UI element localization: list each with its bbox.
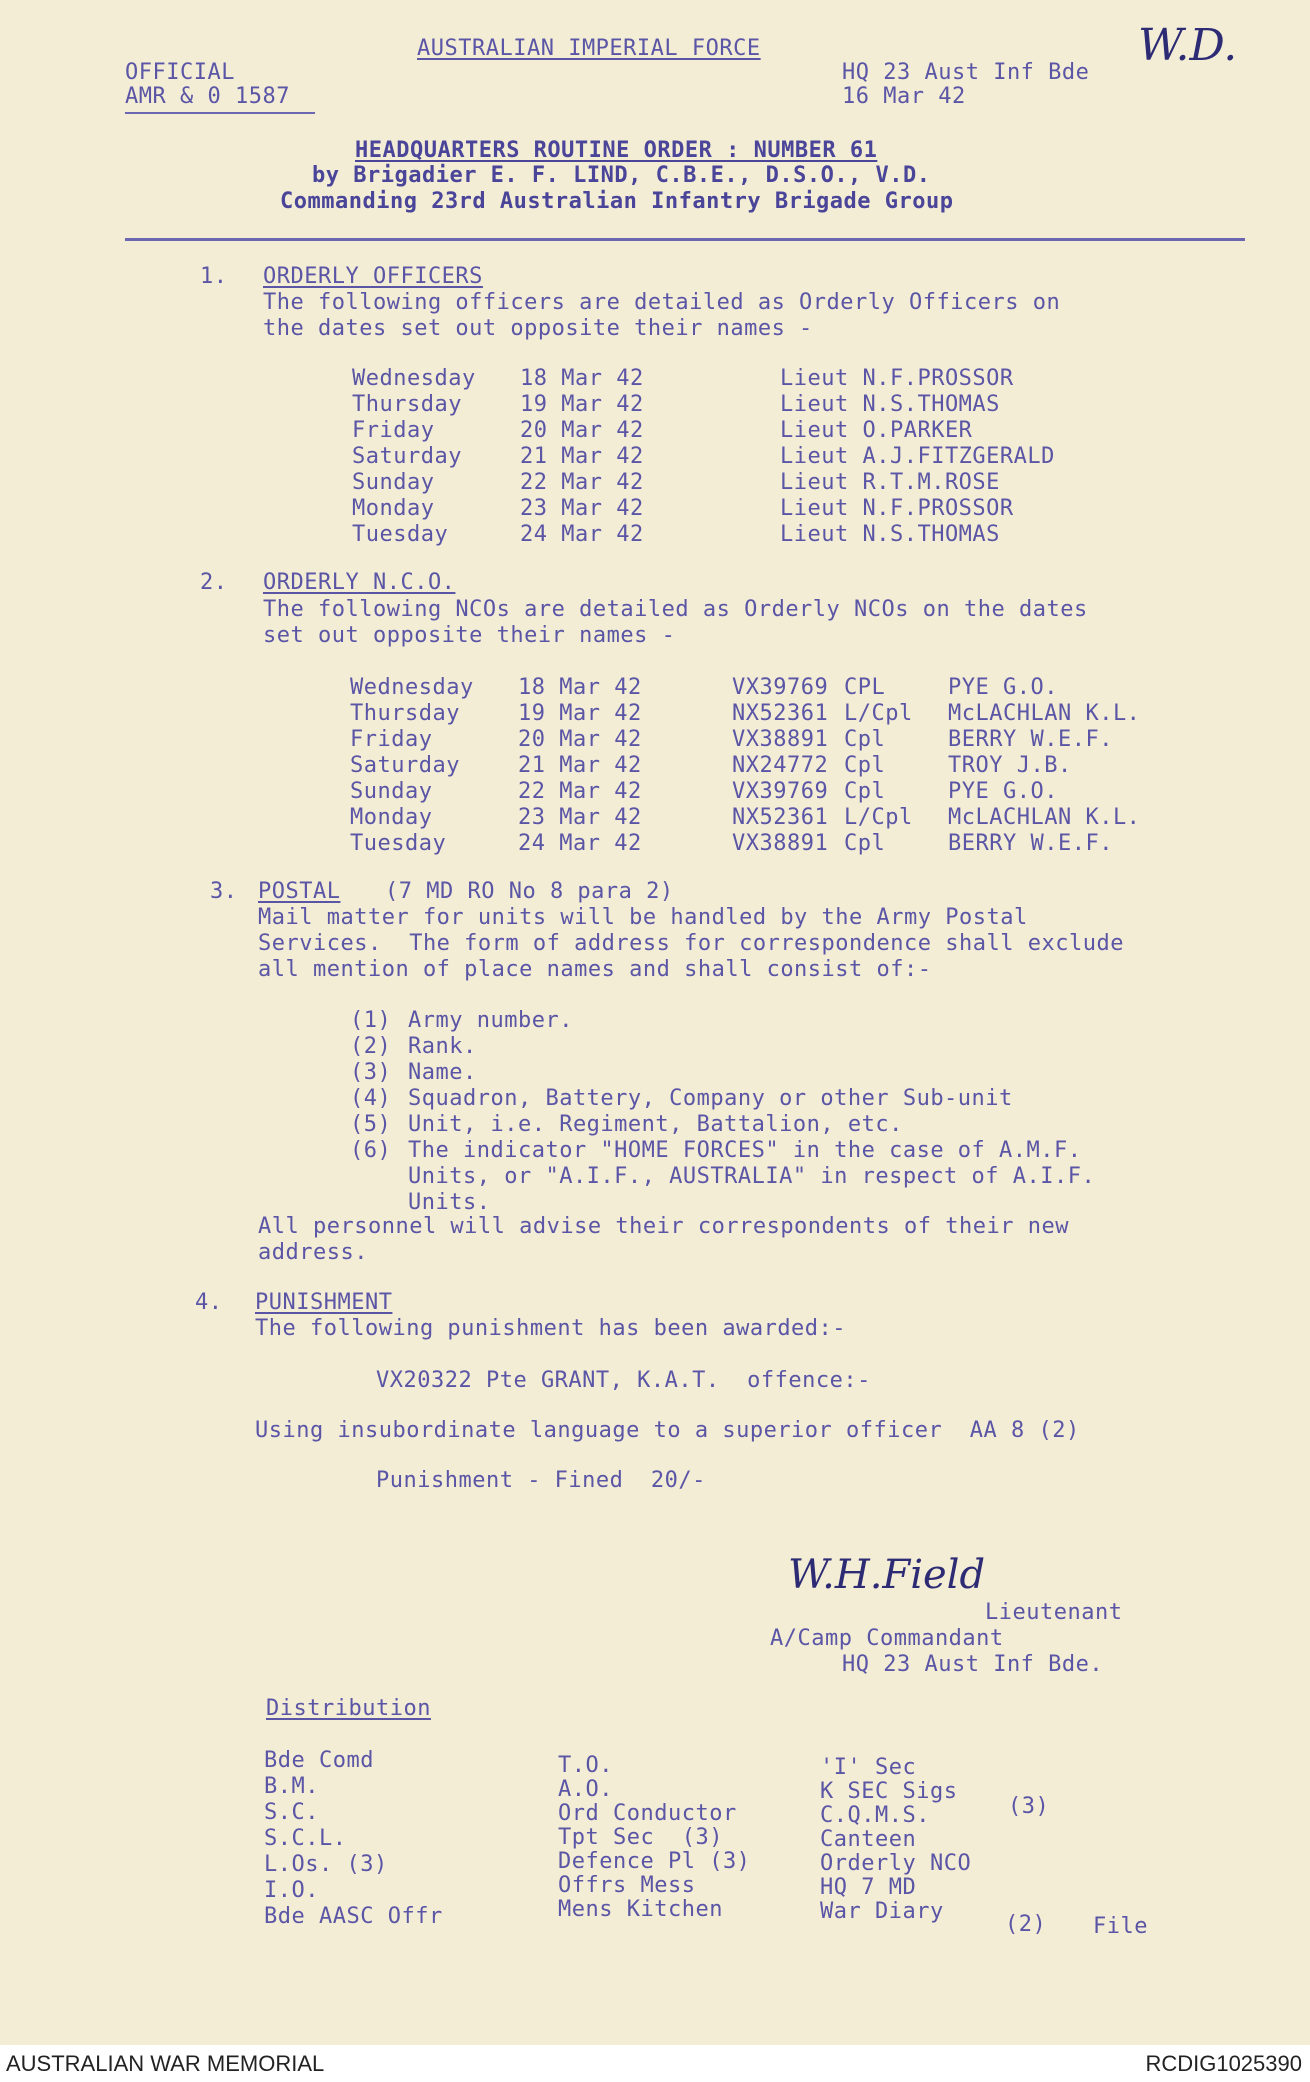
section2-intro-line2: set out opposite their names -: [263, 623, 676, 648]
section1-intro-line1: The following officers are detailed as Orderly Officers on: [263, 290, 1061, 315]
file-label: File: [1093, 1914, 1148, 1939]
list-item-number: (4): [350, 1086, 392, 1111]
row-date: 23 Mar 42: [518, 805, 642, 830]
row-date: 19 Mar 42: [520, 392, 644, 417]
section3-heading: POSTAL: [258, 879, 341, 904]
distribution-column-3: [820, 1756, 971, 1924]
list-item: Canteen: [820, 1827, 917, 1852]
order-subtitle-command: Commanding 23rd Australian Infantry Brigade Group: [280, 189, 954, 214]
row-day: Sunday: [350, 779, 433, 804]
row-date: 22 Mar 42: [518, 779, 642, 804]
row-date: 24 Mar 42: [520, 522, 644, 547]
list-item-text: Name.: [408, 1060, 477, 1085]
row-day: Tuesday: [352, 522, 449, 547]
row-date: 21 Mar 42: [520, 444, 644, 469]
signature-scrawl: W.H.Field: [788, 1552, 986, 1598]
row-day: Thursday: [350, 701, 460, 726]
reference-number: AMR & 0 1587: [125, 84, 290, 109]
row-rank: Cpl: [844, 779, 886, 804]
distribution-column-1: [264, 1748, 443, 1930]
row-officer: Lieut N.S.THOMAS: [780, 392, 1000, 417]
row-day: Tuesday: [350, 831, 447, 856]
row-rank: CPL: [844, 675, 886, 700]
section4-heading: PUNISHMENT: [255, 1290, 393, 1315]
list-item-number: (6): [350, 1138, 392, 1163]
row-officer: Lieut N.F.PROSSOR: [780, 496, 1014, 521]
archive-footer: [0, 2045, 1310, 2082]
row-army-number: VX39769: [732, 675, 829, 700]
list-item: HQ 7 MD: [820, 1875, 917, 1900]
reference-underline: [125, 112, 315, 114]
list-item: C.Q.M.S.: [820, 1803, 930, 1828]
row-army-number: NX52361: [732, 701, 829, 726]
row-army-number: VX38891: [732, 831, 829, 856]
section4-number: 4.: [195, 1290, 223, 1315]
section3-reference: (7 MD RO No 8 para 2): [385, 879, 674, 904]
row-day: Wednesday: [350, 675, 474, 700]
war-diary-count: (2): [1005, 1912, 1047, 1937]
row-army-number: NX24772: [732, 753, 829, 778]
list-item-text: Rank.: [408, 1034, 477, 1059]
sigs-count: (3): [1008, 1794, 1050, 1819]
row-day: Friday: [350, 727, 433, 752]
classification-label: OFFICIAL: [125, 60, 235, 85]
list-item: I.O.: [264, 1878, 319, 1903]
row-officer: Lieut R.T.M.ROSE: [780, 470, 1000, 495]
row-nco-name: PYE G.O.: [948, 779, 1058, 804]
section3-para-line2: Services. The form of address for correspondence shall exclude: [258, 931, 1124, 956]
punished-soldier: VX20322 Pte GRANT, K.A.T. offence:-: [376, 1368, 871, 1393]
row-date: 22 Mar 42: [520, 470, 644, 495]
row-army-number: VX38891: [732, 727, 829, 752]
list-item-text: Units.: [408, 1190, 491, 1215]
list-item: S.C.L.: [264, 1826, 347, 1851]
section1-number: 1.: [200, 264, 228, 289]
section4-intro: The following punishment has been awarded:-: [255, 1316, 847, 1341]
section1-heading: ORDERLY OFFICERS: [263, 264, 483, 289]
row-nco-name: BERRY W.E.F.: [948, 831, 1113, 856]
row-nco-name: McLACHLAN K.L.: [948, 805, 1141, 830]
list-item-number: (1): [350, 1008, 392, 1033]
section3-closing-line2: address.: [258, 1240, 368, 1265]
list-item: Ord Conductor: [558, 1801, 737, 1826]
section3-number: 3.: [210, 879, 238, 904]
row-date: 18 Mar 42: [518, 675, 642, 700]
order-subtitle-author: by Brigadier E. F. LIND, C.B.E., D.S.O., V.D.: [312, 163, 931, 188]
signatory-role: A/Camp Commandant: [770, 1626, 1004, 1651]
list-item: A.O.: [558, 1777, 613, 1802]
row-day: Saturday: [350, 753, 460, 778]
row-officer: Lieut N.F.PROSSOR: [780, 366, 1014, 391]
row-rank: Cpl: [844, 727, 886, 752]
list-item-text: Units, or "A.I.F., AUSTRALIA" in respect of A.I.F.: [408, 1164, 1096, 1189]
list-item-number: (2): [350, 1034, 392, 1059]
list-item-number: (3): [350, 1060, 392, 1085]
row-nco-name: TROY J.B.: [948, 753, 1072, 778]
section2-number: 2.: [200, 570, 228, 595]
row-date: 24 Mar 42: [518, 831, 642, 856]
list-item: T.O.: [558, 1753, 613, 1778]
list-item-text: Army number.: [408, 1008, 573, 1033]
list-item-text: The indicator "HOME FORCES" in the case of A.M.F.: [408, 1138, 1082, 1163]
list-item: S.C.: [264, 1800, 319, 1825]
section3-para-line1: Mail matter for units will be handled by the Army Postal: [258, 905, 1028, 930]
row-nco-name: McLACHLAN K.L.: [948, 701, 1141, 726]
row-rank: L/Cpl: [844, 701, 913, 726]
row-day: Saturday: [352, 444, 462, 469]
section2-heading: ORDERLY N.C.O.: [263, 570, 456, 595]
list-item-text: Squadron, Battery, Company or other Sub-unit: [408, 1086, 1013, 1111]
punishment-awarded: Punishment - Fined 20/-: [376, 1468, 706, 1493]
handwritten-wd: W.D.: [1138, 20, 1238, 71]
section1-intro-line2: the dates set out opposite their names -: [263, 316, 813, 341]
row-day: Wednesday: [352, 366, 476, 391]
list-item: Bde AASC Offr: [264, 1904, 443, 1929]
signatory-unit: HQ 23 Aust Inf Bde.: [842, 1652, 1104, 1677]
row-officer: Lieut N.S.THOMAS: [780, 522, 1000, 547]
row-day: Thursday: [352, 392, 462, 417]
list-item: Bde Comd: [264, 1748, 374, 1773]
row-nco-name: PYE G.O.: [948, 675, 1058, 700]
row-army-number: VX39769: [732, 779, 829, 804]
row-date: 19 Mar 42: [518, 701, 642, 726]
list-item-number: (5): [350, 1112, 392, 1137]
row-date: 20 Mar 42: [520, 418, 644, 443]
archive-id: RCDIG1025390: [1145, 2051, 1302, 2076]
row-rank: L/Cpl: [844, 805, 913, 830]
row-day: Sunday: [352, 470, 435, 495]
row-officer: Lieut A.J.FITZGERALD: [780, 444, 1055, 469]
list-item: Tpt Sec (3): [558, 1825, 723, 1850]
section2-intro-line1: The following NCOs are detailed as Orderly NCOs on the dates: [263, 597, 1088, 622]
row-day: Monday: [352, 496, 435, 521]
order-title: HEADQUARTERS ROUTINE ORDER : NUMBER 61: [355, 138, 878, 163]
distribution-heading: Distribution: [266, 1696, 431, 1721]
list-item: Orderly NCO: [820, 1851, 972, 1876]
list-item: Defence Pl (3): [558, 1849, 751, 1874]
list-item: 'I' Sec: [820, 1755, 917, 1780]
row-date: 18 Mar 42: [520, 366, 644, 391]
list-item-text: Unit, i.e. Regiment, Battalion, etc.: [408, 1112, 903, 1137]
order-date: 16 Mar 42: [842, 84, 966, 109]
list-item: K SEC Sigs: [820, 1779, 958, 1804]
row-rank: Cpl: [844, 753, 886, 778]
distribution-column-2: [558, 1754, 750, 1922]
force-title: AUSTRALIAN IMPERIAL FORCE: [417, 36, 761, 61]
row-date: 23 Mar 42: [520, 496, 644, 521]
title-rule: [125, 238, 1245, 241]
offence-description: Using insubordinate language to a superior officer AA 8 (2): [255, 1418, 1080, 1443]
row-date: 21 Mar 42: [518, 753, 642, 778]
hq-label: HQ 23 Aust Inf Bde: [842, 60, 1090, 85]
archive-name: AUSTRALIAN WAR MEMORIAL: [6, 2051, 325, 2076]
signatory-rank: Lieutenant: [985, 1600, 1123, 1625]
row-nco-name: BERRY W.E.F.: [948, 727, 1113, 752]
list-item: B.M.: [264, 1774, 319, 1799]
list-item: Mens Kitchen: [558, 1897, 723, 1922]
row-officer: Lieut O.PARKER: [780, 418, 973, 443]
section3-closing-line1: All personnel will advise their correspondents of their new: [258, 1214, 1069, 1239]
list-item: Offrs Mess: [558, 1873, 696, 1898]
row-army-number: NX52361: [732, 805, 829, 830]
section3-para-line3: all mention of place names and shall consist of:-: [258, 957, 932, 982]
row-day: Friday: [352, 418, 435, 443]
row-day: Monday: [350, 805, 433, 830]
list-item: L.Os. (3): [264, 1852, 388, 1877]
list-item: War Diary: [820, 1899, 944, 1924]
row-date: 20 Mar 42: [518, 727, 642, 752]
row-rank: Cpl: [844, 831, 886, 856]
